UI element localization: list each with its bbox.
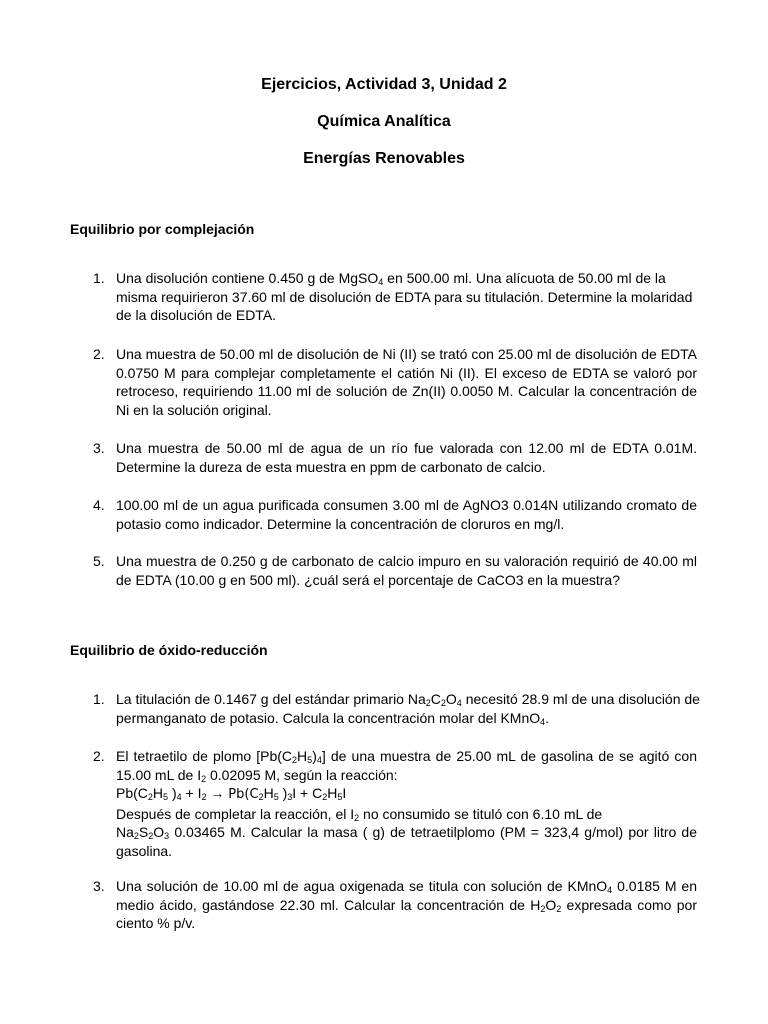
- exercise-2-1: [93, 690, 700, 727]
- exercise-line: misma requirieron 37.60 ml de disolución de EDTA para su titulación. Determine la molaridad: [116, 288, 693, 305]
- exercise-1-3: [93, 439, 697, 476]
- exercise-line: La titulación de 0.1467 g del estándar primario $Na_2C_2O_4$ necesitó 28.9 ml de una disolución de: [116, 691, 700, 708]
- exercise-line: Una muestra de 0.250 g de carbonato de calcio impuro en su valoración requirió de 40.00 ml: [116, 553, 697, 569]
- exercise-number: 2.: [93, 346, 105, 362]
- exercise-line: de la disolución de EDTA.: [116, 307, 277, 323]
- exercise-line: Después de completar la reacción, el $I_2$ no consumido se tituló con 6.10 mL de: [116, 805, 603, 823]
- exercise-number: 5.: [93, 553, 105, 569]
- exercise-line: Una solución de 10.00 ml de agua oxigenada se titula con solución de KMnO$_4$ 0.0185 M en: [116, 878, 697, 895]
- exercise-line: Determine la dureza de esta muestra en ppm de carbonato de calcio.: [116, 458, 546, 475]
- exercise-line: medio ácido, gastándose 22.30 ml. Calcular la concentración de $H_2O_2$ expresada como por: [116, 896, 697, 914]
- course-name: Química Analítica: [317, 113, 451, 130]
- exercise-line: 100.00 ml de un agua purificada consumen 3.00 ml de AgNO3 0.014N utilizando cromato de: [116, 497, 697, 513]
- exercise-line: Ni en la solución original.: [116, 401, 272, 418]
- exercise-number: 1.: [93, 270, 105, 286]
- exercise-number: 2.: [93, 748, 105, 764]
- exercise-line: Una muestra de 50.00 ml de disolución de Ni (II) se trató con 25.00 ml de disolución de EDTA: [116, 346, 697, 362]
- exercise-line: El tetraetilo de plomo $[Pb(C_2H_5)_4]$ de una muestra de 25.00 mL de gasolina de se agitó con: [116, 748, 697, 765]
- section-title-complejacion: Equilibrio por complejación: [70, 221, 255, 237]
- exercise-number: 4.: [93, 497, 105, 513]
- exercise-line: 0.0750 M para complejar completamente el catión Ni (II). El exceso de EDTA se valoró por: [116, 364, 697, 381]
- exercise-line: permanganato de potasio. Calcula la concentración molar del KMnO$_4$.: [116, 709, 550, 727]
- exercise-line: $Na_2S_2O_3$ 0.03465 M. Calcular la masa ( g) de tetraetilplomo (PM = 323,4 g/mol) por litro de: [116, 824, 697, 841]
- exercise-line: ciento % p/v.: [116, 915, 196, 931]
- document-title: Ejercicios, Actividad 3, Unidad 2: [261, 76, 507, 93]
- exercise-line: Una disolución contiene 0.450 g de MgSO$_4$ en 500.00 ml. Una alícuota de 50.00 ml de la: [116, 270, 666, 287]
- exercise-1-4: [93, 496, 697, 533]
- program-name: Energías Renovables: [303, 150, 465, 167]
- exercise-number: 3.: [93, 878, 105, 894]
- exercise-1-5: [93, 552, 697, 589]
- exercise-2-3: [93, 877, 697, 933]
- exercise-2-2: [93, 747, 697, 860]
- exercise-number: 1.: [93, 691, 105, 707]
- exercise-1-1: [93, 269, 697, 325]
- exercise-number: 3.: [93, 440, 105, 456]
- exercise-line: retroceso, requiriendo 11.00 ml de solución de Zn(II) 0.0050 M. Calcular la concentración de: [116, 383, 697, 399]
- exercise-line: potasio como indicador. Determine la concentración de cloruros en mg/l.: [116, 515, 565, 532]
- exercise-line: de EDTA (10.00 g en 500 ml). ¿cuál será el porcentaje de CaCO3 en la muestra?: [116, 571, 621, 588]
- exercise-line: Una muestra de 50.00 ml de agua de un río fue valorada con 12.00 ml de EDTA 0.01M.: [116, 440, 697, 456]
- reaction-equation: $Pb(C_2H_5$ )$_4 + I_2 \to Pb(C_2H_5$ )$_3I + C_2H_5I$: [116, 785, 347, 802]
- exercise-line: 15.00 mL de $I_2$ 0.02095 M, según la reacción:: [116, 766, 398, 784]
- section-title-oxido-reduccion: Equilibrio de óxido-reducción: [70, 642, 268, 658]
- exercise-line: gasolina.: [116, 842, 173, 859]
- exercise-1-2: [93, 345, 697, 419]
